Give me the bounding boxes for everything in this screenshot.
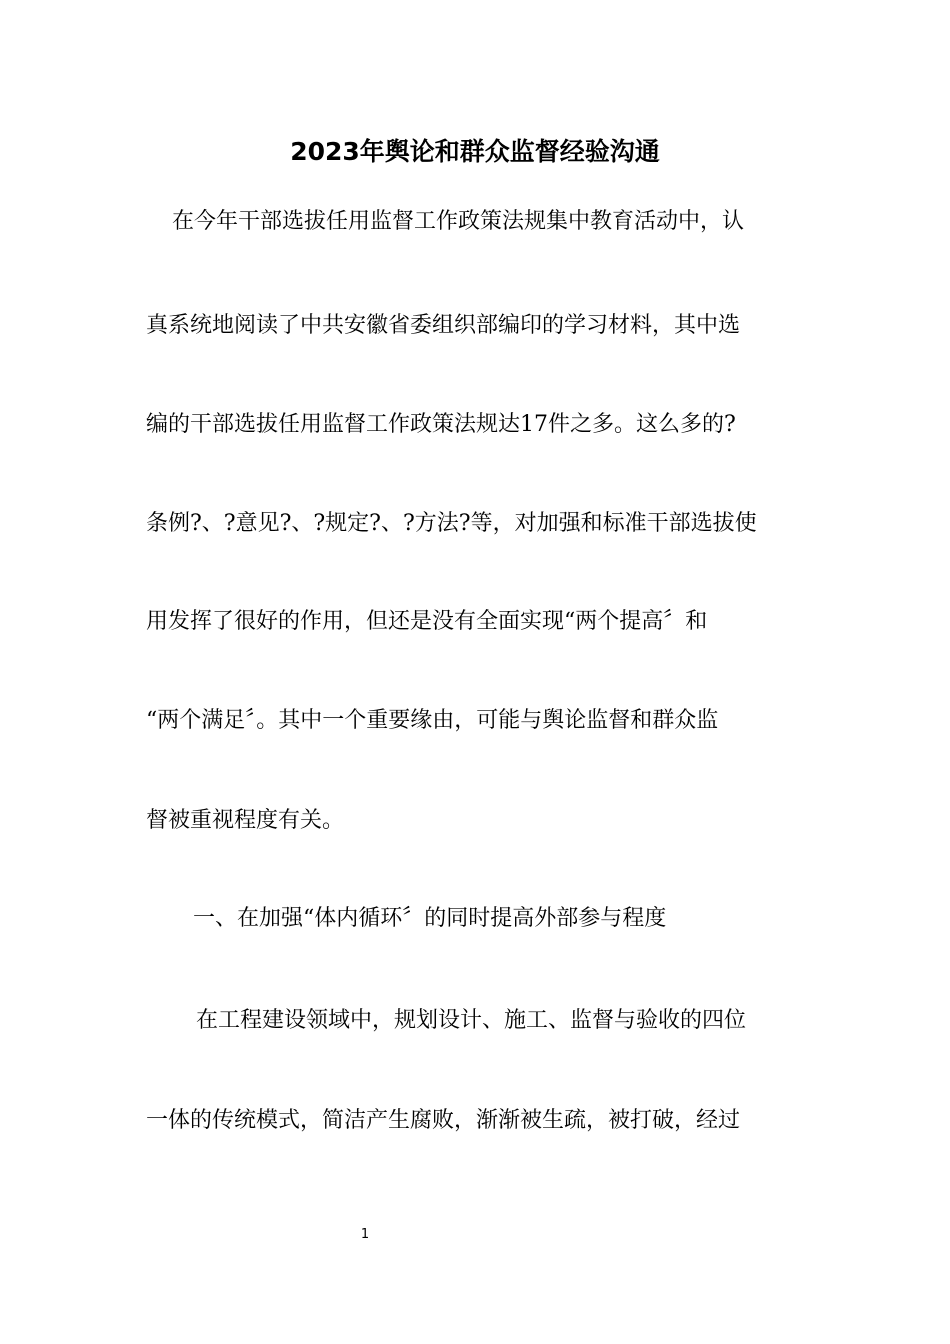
paragraph-line-3: 编的干部选拔任用监督工作政策法规达17件之多。这么多的?: [146, 412, 736, 437]
paragraph-line-7: 督被重视程度有关。: [146, 808, 345, 833]
paragraph-line-1: 在今年干部选拔任用监督工作政策法规集中教育活动中，认: [172, 209, 745, 234]
paragraph-line-8: 在工程建设领域中，规划设计、施工、监督与验收的四位: [196, 1008, 747, 1033]
paragraph-line-9: 一体的传统模式，简洁产生腐败，渐渐被生疏，被打破，经过: [146, 1108, 741, 1133]
paragraph-line-4: 条例?、?意见?、?规定?、?方法?等，对加强和标准干部选拔使: [146, 511, 757, 536]
document-title: 2023年舆论和群众监督经验沟通: [290, 137, 660, 166]
paragraph-line-5: 用发挥了很好的作用，但还是没有全面实现“两个提高〞和: [146, 609, 708, 634]
paragraph-line-6: “两个满足〞。其中一个重要缘由，可能与舆论监督和群众监: [146, 708, 719, 733]
page-number: 1: [360, 1227, 370, 1242]
paragraph-line-2: 真系统地阅读了中共安徽省委组织部编印的学习材料，其中选: [146, 313, 741, 338]
section-heading: 一、在加强“体内循环〞的同时提高外部参与程度: [193, 906, 667, 931]
